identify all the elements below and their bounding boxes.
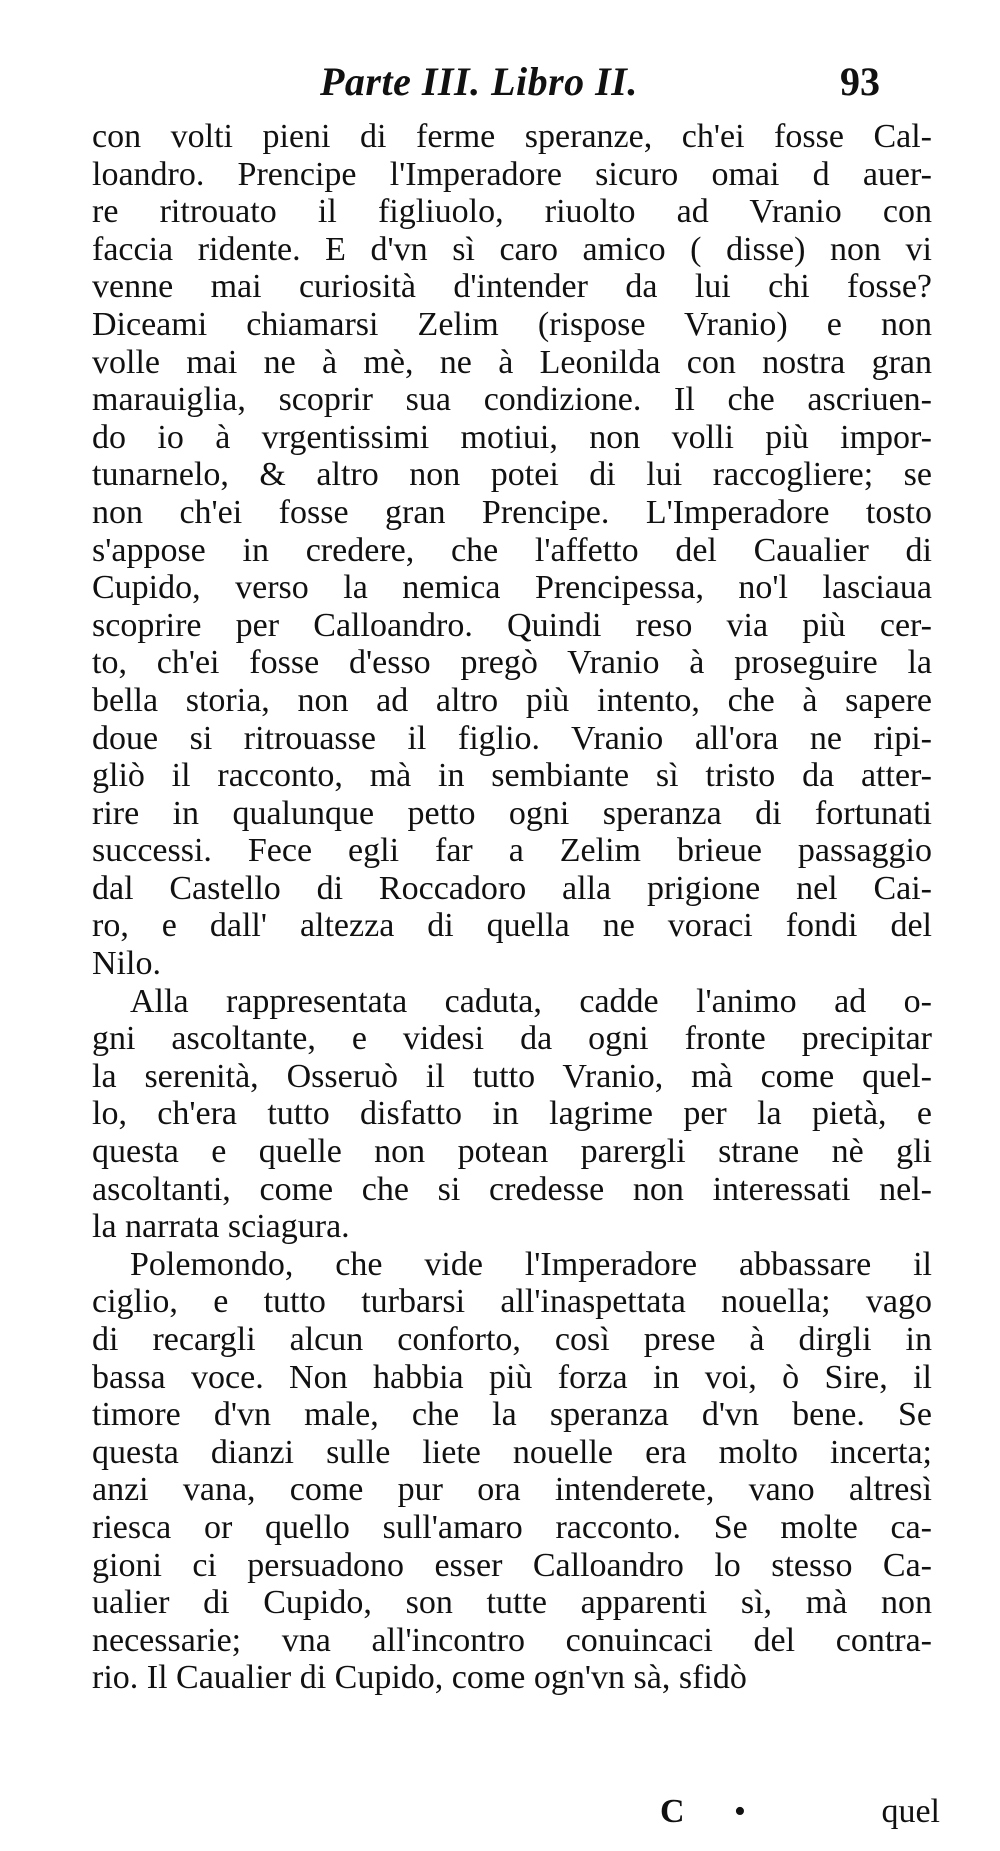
running-title: Parte III. Libro II.	[320, 59, 638, 104]
text-line: non ch'ei fosse gran Prencipe. L'Imperadore tosto	[92, 493, 932, 531]
text-line: riesca or quello sull'amaro racconto. Se molte ca-	[92, 1508, 932, 1546]
text-line: successi. Fece egli far a Zelim brieue passaggio	[92, 832, 932, 870]
catchline	[660, 1790, 940, 1834]
text-line: anzi vana, come pur ora intenderete, vano altresì	[92, 1471, 932, 1509]
page-number: 93	[840, 59, 880, 104]
text-line: Alla rappresentata caduta, cadde l'animo ad o-	[130, 982, 932, 1020]
running-head	[320, 52, 880, 112]
text-line: bella storia, non ad altro più intento, che à sapere	[92, 681, 932, 719]
text-line: gliò il racconto, mà in sembiante sì tristo da atter-	[92, 757, 932, 795]
text-line: loandro. Prencipe l'Imperadore sicuro omai d auer-	[92, 155, 932, 193]
text-line: tunarnelo, & altro non potei di lui raccogliere; se	[92, 456, 932, 494]
text-line: Cupido, verso la nemica Prencipessa, no'l lasciaua	[92, 569, 932, 607]
text-line: rio. Il Caualier di Cupido, come ogn'vn sà, sfidò	[92, 1659, 747, 1697]
text-line: lo, ch'era tutto disfatto in lagrime per la pietà, e	[92, 1095, 932, 1133]
text-line: ualier di Cupido, son tutte apparenti sì, mà non	[92, 1584, 932, 1622]
signature-mark: C	[660, 1793, 685, 1830]
text-line: con volti pieni di ferme speranze, ch'ei fosse Cal-	[92, 118, 932, 155]
text-line: s'appose in credere, che l'affetto del Caualier di	[92, 531, 932, 569]
text-line: venne mai curiosità d'intender da lui chi fosse?	[92, 268, 932, 306]
catchword: quel	[881, 1793, 940, 1830]
text-line: la serenità, Osseruò il tutto Vranio, mà come quel-	[92, 1057, 932, 1095]
paragraph	[92, 1246, 932, 1697]
text-line: do io à vrgentissimi motiui, non volli più impor-	[92, 418, 932, 456]
body-text	[92, 118, 932, 1697]
text-line: Nilo.	[92, 945, 161, 983]
signature-dot: •	[734, 1793, 746, 1830]
text-line: marauiglia, scoprir sua condizione. Il che ascriuen-	[92, 381, 932, 419]
text-line: faccia ridente. E d'vn sì caro amico ( disse) non vi	[92, 230, 932, 268]
text-line: ro, e dall' altezza di quella ne voraci fondi del	[92, 907, 932, 945]
text-line: to, ch'ei fosse d'esso pregò Vranio à proseguire la	[92, 644, 932, 682]
text-line: re ritrouato il figliuolo, riuolto ad Vranio con	[92, 193, 932, 231]
text-line: scoprire per Calloandro. Quindi reso via più cer-	[92, 606, 932, 644]
text-line: ascoltanti, come che si credesse non interessati nel-	[92, 1170, 932, 1208]
text-line: doue si ritrouasse il figlio. Vranio all'ora ne ripi-	[92, 719, 932, 757]
text-line: ciglio, e tutto turbarsi all'inaspettata nouella; vago	[92, 1283, 932, 1321]
text-line: Diceami chiamarsi Zelim (rispose Vranio) e non	[92, 305, 932, 343]
text-line: questa e quelle non potean parergli strane nè gli	[92, 1133, 932, 1171]
text-line: necessarie; vna all'incontro conuincaci del contra-	[92, 1621, 932, 1659]
paragraph	[92, 118, 932, 983]
text-line: gioni ci persuadono esser Calloandro lo stesso Ca-	[92, 1546, 932, 1584]
text-line: Polemondo, che vide l'Imperadore abbassare il	[130, 1245, 932, 1283]
text-line: questa dianzi sulle liete nouelle era molto incerta;	[92, 1433, 932, 1471]
text-line: dal Castello di Roccadoro alla prigione nel Cai-	[92, 869, 932, 907]
text-line: di recargli alcun conforto, così prese à dirgli in	[92, 1321, 932, 1358]
text-line: rire in qualunque petto ogni speranza di fortunati	[92, 794, 932, 832]
text-line: la narrata sciagura.	[92, 1208, 350, 1246]
text-line: gni ascoltante, e videsi da ogni fronte precipitar	[92, 1020, 932, 1058]
paragraph	[92, 983, 932, 1246]
text-line: timore d'vn male, che la speranza d'vn bene. Se	[92, 1396, 932, 1434]
text-line: bassa voce. Non habbia più forza in voi, ò Sire, il	[92, 1358, 932, 1396]
text-line: volle mai ne à mè, ne à Leonilda con nostra gran	[92, 343, 932, 381]
